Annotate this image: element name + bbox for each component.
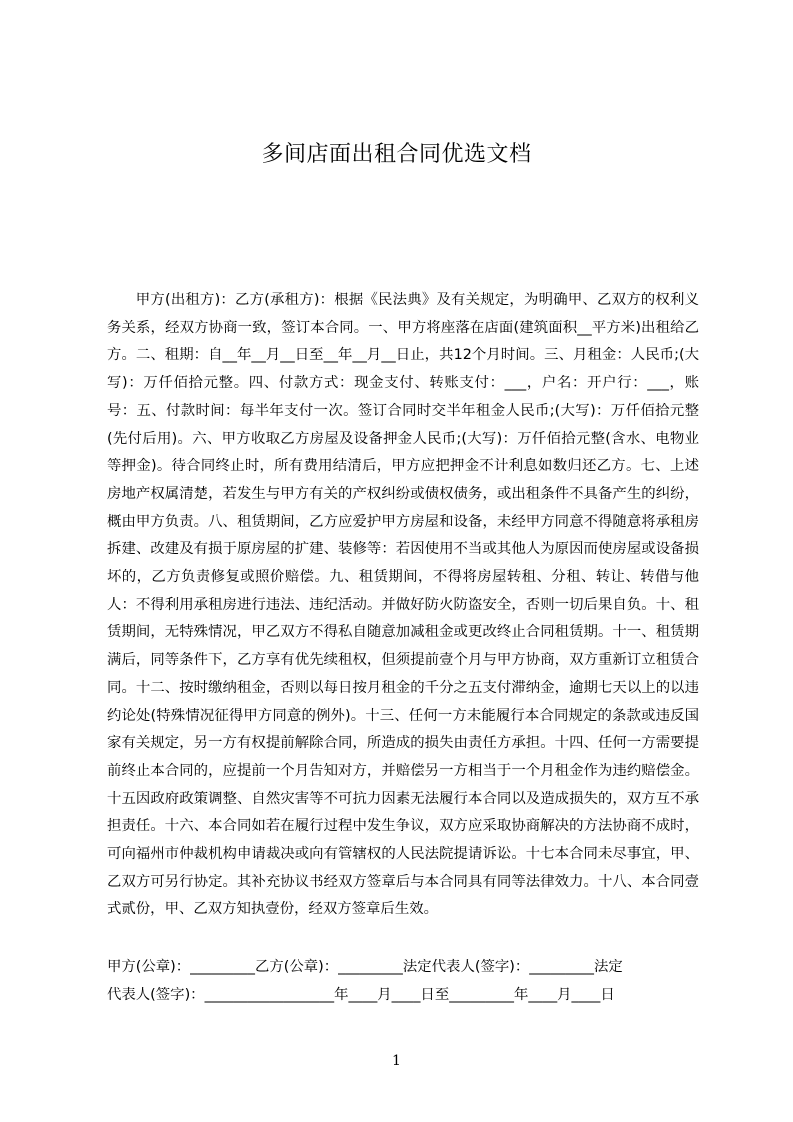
contract-body: 甲方(出租方)：乙方(承租方)：根据《民法典》及有关规定，为明确甲、乙双方的权利义务关系，经双方协商一致，签订本合同。一、甲方将座落在店面(建筑面积__平方米)出租给乙方。二、租期：自__年__月__日至__年__月__日止，共12个月时间。三、月租金：人民币;(大写)：万仟佰拾元整。四、付款方式：现金支付、转账支付：___，户名：开户行：___，账号：五、付款时间：每半年支付一次。签订合同时交半年租金人民币;(大写)：万仟佰拾元整(先付后用)。六、甲方收取乙方房屋及设备押金人民币;(大写)：万仟佰拾元整(含水、电物业等押金)。待合同终止时，所有费用结清后，甲方应把押金不计利息如数归还乙方。七、上述房地产权属清楚，若发生与甲方有关的产权纠纷或债权债务，或出租条件不具备产生的纠纷，概由甲方负责。八、租赁期间，乙方应爱护甲方房屋和设备，未经甲方同意不得随意将承租房拆建、改建及有损于原房屋的扩建、装修等：若因使用不当或其他人为原因而使房屋或设备损坏的，乙方负责修复或照价赔偿。九、租赁期间，不得将房屋转租、分租、转让、转借与他人：不得利用承租房进行违法、违纪活动。并做好防火防盗安全，否则一切后果自负。十、租赁期间，无特殊情况，甲乙双方不得私自随意加减租金或更改终止合同租赁期。十一、租赁期满后，同等条件下，乙方享有优先续租权，但须提前壹个月与甲方协商，双方重新订立租赁合同。十二、按时缴纳租金，否则以每日按月租金的千分之五支付滞纳金，逾期七天以上的以违约论处(特殊情况征得甲方同意的例外)。十三、任何一方未能履行本合同规定的条款或违反国家有关规定，另一方有权提前解除合同，所造成的损失由责任方承担。十四、任何一方需要提前终止本合同的，应提前一个月告知对方，并赔偿另一方相当于一个月租金作为违约赔偿金。十五因政府政策调整、自然灾害等不可抗力因素无法履行本合同以及造成损失的，双方互不承担责任。十六、本合同如若在履行过程中发生争议，双方应采取协商解决的方法协商不成时，可向福州市仲裁机构申请裁决或向有管辖权的人民法院提请诉讼。十七本合同未尽事宜，甲、乙双方可另行协定。其补充协议书经双方签章后与本合同具有同等法律效力。十八、本合同壹式贰份，甲、乙双方知执壹份，经双方签章后生效。 <box>107 292 699 918</box>
signature-line-2: 代表人(签字)：__________________年____月____日至_________年____月____日 <box>107 986 615 1003</box>
signature-block <box>107 954 699 1009</box>
page-number: 1 <box>392 1053 401 1069</box>
signature-line-1: 甲方(公章)：_________乙方(公章)：_________法定代表人(签字)：_________法定 <box>107 959 623 975</box>
document-title: 多间店面出租合同优选文档 <box>261 142 532 167</box>
